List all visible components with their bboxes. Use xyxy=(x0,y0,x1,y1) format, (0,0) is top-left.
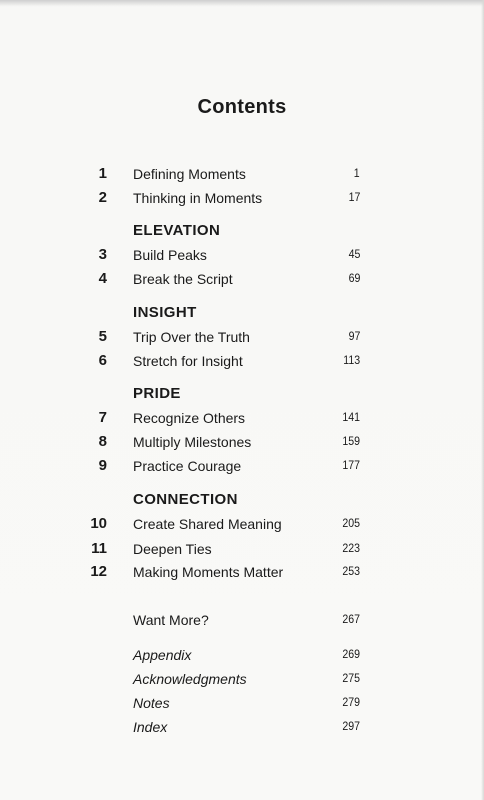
page-number: 205 xyxy=(342,516,360,530)
page-number: 97 xyxy=(348,329,360,343)
chapter-title: Build Peaks xyxy=(133,247,207,263)
page-number: 223 xyxy=(342,541,360,555)
toc-entry-3[interactable] xyxy=(0,245,484,265)
toc-entry-8[interactable] xyxy=(0,432,484,452)
page-top-edge xyxy=(0,0,484,6)
chapter-title: Trip Over the Truth xyxy=(133,329,250,345)
chapter-number: 5 xyxy=(98,328,107,345)
chapter-number: 10 xyxy=(90,515,107,532)
chapter-title: Recognize Others xyxy=(133,410,246,426)
page-number: 69 xyxy=(348,271,360,285)
toc-entry-acknowledgments[interactable] xyxy=(0,669,484,689)
page-number: 1 xyxy=(354,166,360,180)
chapter-number: 4 xyxy=(98,270,107,287)
toc-entry-5[interactable] xyxy=(0,327,484,347)
toc-entry-2[interactable] xyxy=(0,188,484,208)
section-heading: ELEVATION xyxy=(133,222,221,239)
page-number: 177 xyxy=(342,458,360,472)
chapter-number: 6 xyxy=(98,352,107,369)
back-matter-title: Notes xyxy=(133,695,170,711)
toc-entry-1[interactable] xyxy=(0,164,484,184)
toc-section-elevation xyxy=(0,221,484,241)
page-number: 279 xyxy=(342,695,360,709)
page-number: 45 xyxy=(348,247,360,261)
toc-entry-12[interactable] xyxy=(0,562,484,582)
section-heading: PRIDE xyxy=(133,385,181,402)
chapter-number: 12 xyxy=(90,563,107,580)
chapter-number: 8 xyxy=(98,433,107,450)
page-number: 269 xyxy=(342,647,360,661)
toc-entry-appendix[interactable] xyxy=(0,645,484,665)
chapter-title: Deepen Ties xyxy=(133,541,212,557)
toc-entry-want-more[interactable] xyxy=(0,610,484,630)
page-number: 297 xyxy=(342,719,360,733)
page-title: Contents xyxy=(197,96,287,118)
page-number: 141 xyxy=(342,410,360,424)
chapter-number: 2 xyxy=(98,189,107,206)
page-number: 275 xyxy=(342,671,360,685)
toc-section-connection xyxy=(0,490,484,510)
chapter-title: Making Moments Matter xyxy=(133,564,284,580)
back-matter-title: Acknowledgments xyxy=(133,671,247,687)
page-number: 267 xyxy=(342,612,360,626)
chapter-title: Defining Moments xyxy=(133,166,246,182)
back-matter-title: Appendix xyxy=(133,647,192,663)
page-number: 159 xyxy=(342,434,360,448)
toc-section-pride xyxy=(0,384,484,404)
chapter-number: 9 xyxy=(98,457,107,474)
chapter-number: 1 xyxy=(98,165,107,182)
chapter-number: 3 xyxy=(98,246,107,263)
toc-entry-notes[interactable] xyxy=(0,693,484,713)
page-number: 113 xyxy=(343,353,360,367)
chapter-title: Stretch for Insight xyxy=(133,353,243,369)
chapter-title: Multiply Milestones xyxy=(133,434,252,450)
toc-entry-6[interactable] xyxy=(0,351,484,371)
section-heading: CONNECTION xyxy=(133,491,238,508)
chapter-title: Break the Script xyxy=(133,271,233,287)
toc-section-insight xyxy=(0,303,484,323)
chapter-number: 11 xyxy=(91,540,107,557)
toc-entry-index[interactable] xyxy=(0,717,484,737)
toc-entry-9[interactable] xyxy=(0,456,484,476)
toc-entry-11[interactable] xyxy=(0,539,484,559)
back-matter-title: Want More? xyxy=(133,612,209,628)
chapter-title: Practice Courage xyxy=(133,458,242,474)
toc-entry-4[interactable] xyxy=(0,269,484,289)
page-number: 17 xyxy=(348,190,360,204)
chapter-title: Create Shared Meaning xyxy=(133,516,282,532)
section-heading: INSIGHT xyxy=(133,304,197,321)
toc-entry-10[interactable] xyxy=(0,514,484,534)
back-matter-title: Index xyxy=(133,719,168,735)
page-number: 253 xyxy=(342,564,360,578)
toc-entry-7[interactable] xyxy=(0,408,484,428)
chapter-number: 7 xyxy=(98,409,107,426)
chapter-title: Thinking in Moments xyxy=(133,190,263,206)
